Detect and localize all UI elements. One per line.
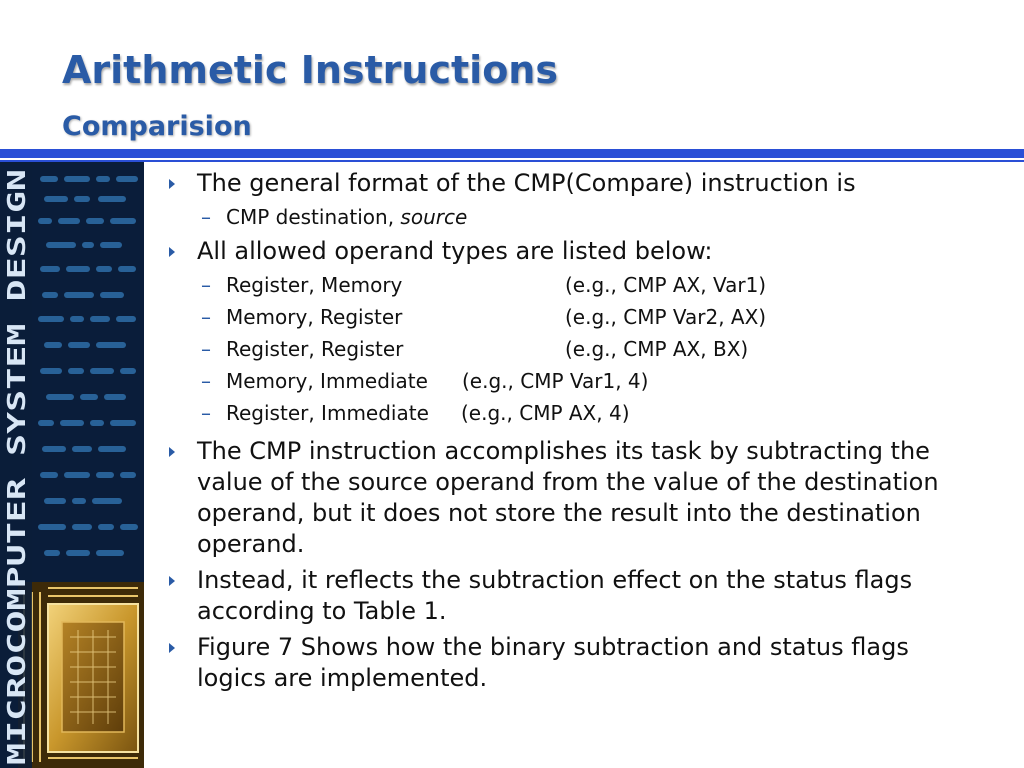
operand-type-item bbox=[168, 304, 968, 331]
slide-subtitle: Comparision bbox=[62, 111, 252, 142]
triangle-bullet-icon bbox=[169, 247, 175, 257]
operand-example: (e.g., CMP AX, Var1) bbox=[565, 273, 767, 297]
decorative-sidebar bbox=[0, 162, 144, 768]
operand-example: (e.g., CMP AX, 4) bbox=[461, 401, 630, 425]
operand-type-item bbox=[168, 368, 968, 395]
triangle-bullet-icon bbox=[169, 179, 175, 189]
operand-type-item bbox=[168, 336, 968, 363]
operand-pair: Register, Register bbox=[226, 337, 404, 361]
bullet-text: The general format of the CMP(Compare) instruction is bbox=[197, 169, 856, 197]
circuit-decoration-image bbox=[0, 162, 144, 768]
bullet-text: Instead, it reflects the subtraction effect on the status flags according to Table 1. bbox=[197, 566, 913, 625]
operand-type-item bbox=[168, 400, 968, 427]
syntax-source: source bbox=[400, 205, 468, 229]
bullet-text: The CMP instruction accomplishes its task by subtracting the value of the source operand from the value of the destination operand, but it does not store the result into the destination operand. bbox=[197, 437, 939, 558]
dash-bullet-icon: – bbox=[201, 369, 211, 393]
dash-bullet-icon: – bbox=[201, 273, 211, 297]
header-rule-thick bbox=[0, 149, 1024, 158]
operand-example: (e.g., CMP Var2, AX) bbox=[565, 305, 767, 329]
bullet-figure-reference bbox=[168, 632, 968, 694]
header-rule-thin bbox=[0, 160, 1024, 162]
dash-bullet-icon: – bbox=[201, 401, 211, 425]
bullet-status-flags bbox=[168, 565, 968, 627]
operand-pair: Memory, Register bbox=[226, 305, 403, 329]
slide-title: Arithmetic Instructions bbox=[62, 48, 558, 92]
slide-body bbox=[168, 168, 968, 699]
operand-type-item bbox=[168, 272, 968, 299]
triangle-bullet-icon bbox=[169, 447, 175, 457]
operand-example: (e.g., CMP Var1, 4) bbox=[462, 369, 649, 393]
triangle-bullet-icon bbox=[169, 576, 175, 586]
operand-pair: Register, Immediate bbox=[226, 401, 429, 425]
syntax-prefix: CMP destination, bbox=[226, 205, 401, 229]
triangle-bullet-icon bbox=[169, 643, 175, 653]
bullet-general-format bbox=[168, 168, 968, 199]
dash-bullet-icon: – bbox=[201, 305, 211, 329]
dash-bullet-icon: – bbox=[201, 337, 211, 361]
sub-bullet-syntax bbox=[168, 204, 968, 231]
bullet-text: All allowed operand types are listed below: bbox=[197, 237, 713, 265]
bullet-text: Figure 7 Shows how the binary subtraction and status flags logics are implemented. bbox=[197, 633, 909, 692]
operand-pair: Register, Memory bbox=[226, 273, 403, 297]
bullet-cmp-subtraction bbox=[168, 436, 968, 560]
operand-example: (e.g., CMP AX, BX) bbox=[565, 337, 749, 361]
sidebar-banner-text: MICROCOMPUTER SYSTEM DESIGN bbox=[2, 358, 31, 765]
dash-bullet-icon: – bbox=[201, 205, 211, 229]
bullet-operand-types bbox=[168, 236, 968, 267]
operand-pair: Memory, Immediate bbox=[226, 369, 428, 393]
